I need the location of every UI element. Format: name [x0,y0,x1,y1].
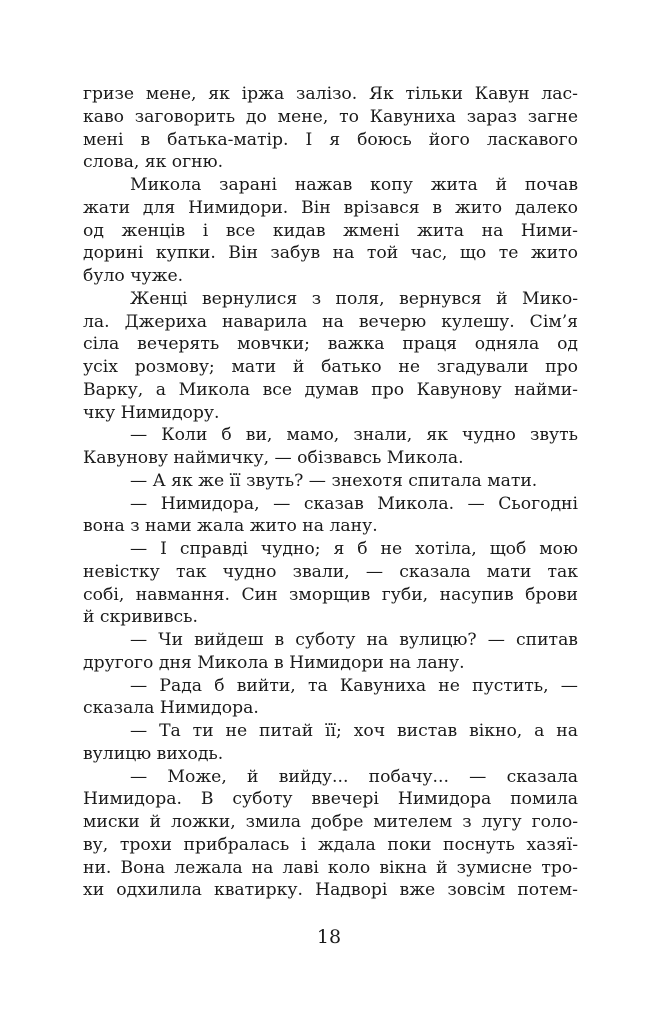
text-line: хи одхилила кватирку. Надворі вже зовсім потем- [83,880,578,901]
text-line: було чуже. [83,266,184,286]
text-line: ла. Джериха наварила на вечерю кулешу. Сім’я [83,311,578,332]
text-line: од женців і все кидав жмені жита на Ними- [83,220,578,241]
text-line: ву, трохи прибралась і ждала поки поснуть хазяї- [83,834,578,855]
text-line: каво заговорить до мене, то Кавуниха зараз загне [83,106,578,127]
text-line: чку Нимидору. [83,402,220,423]
page-body [83,83,578,902]
text-line: усіх розмову; мати й батько не згадували про [83,357,578,377]
text-line: Нимидора. В суботу ввечері Нимидора помила [83,789,578,810]
text-line: миски й ложки, змила добре мителем з лугу голо- [83,812,578,832]
text-line: Варку, а Микола все думав про Кавунову найми- [83,379,578,400]
text-line: — Та ти не питай її; хоч вистав вікно, а на [130,721,578,741]
text-line: жати для Нимидори. Він врізався в жито далеко [83,197,578,218]
text-line: невістку так чудно звали, — сказала мати так [83,561,578,582]
text-line: — Коли б ви, мамо, знали, як чудно звуть [130,425,578,446]
page-number: 18 [316,926,342,948]
text-line: Кавунову наймичку, — обізвавсь Микола. [83,448,464,468]
text-line: слова, як огню. [83,152,224,173]
text-line: — Рада б вийти, та Кавуниха не пустить, — [130,675,578,696]
text-line: Микола зарані нажав копу жита й почав [130,175,578,195]
text-line: — Чи вийдеш в суботу на вулицю? — спитав [130,630,578,650]
text-line: сіла вечерять мовчки; важка праця одняла од [83,334,578,355]
text-line: другого дня Микола в Нимидори на лану. [83,652,465,673]
text-line: дорині купки. Він забув на той час, що те жито [83,243,578,264]
text-line: — А як же її звуть? — знехотя спитала мати. [130,470,538,491]
text-line: — Може, й вийду... побачу... — сказала [130,766,578,787]
text-line: — Нимидора, — сказав Микола. — Сьогодні [130,493,578,514]
text-line: сказала Нимидора. [83,698,259,719]
text-line: Женці вернулися з поля, вернувся й Мико- [130,288,578,309]
text-line: — І справді чудно; я б не хотіла, щоб мою [130,539,578,559]
text-line: собі, навмання. Син зморщив губи, насупив брови [83,584,578,605]
text-line: ни. Вона лежала на лаві коло вікна й зумисне тро- [83,857,578,878]
text-line: вона з нами жала жито на лану. [83,516,378,537]
text-line: гризе мене, як іржа залізо. Як тільки Кавун лас- [83,84,578,104]
text-line: мені в батька-матір. І я боюсь його ласкавого [83,129,578,150]
text-line: й скрививсь. [83,607,199,628]
text-line: вулицю виходь. [83,743,224,764]
